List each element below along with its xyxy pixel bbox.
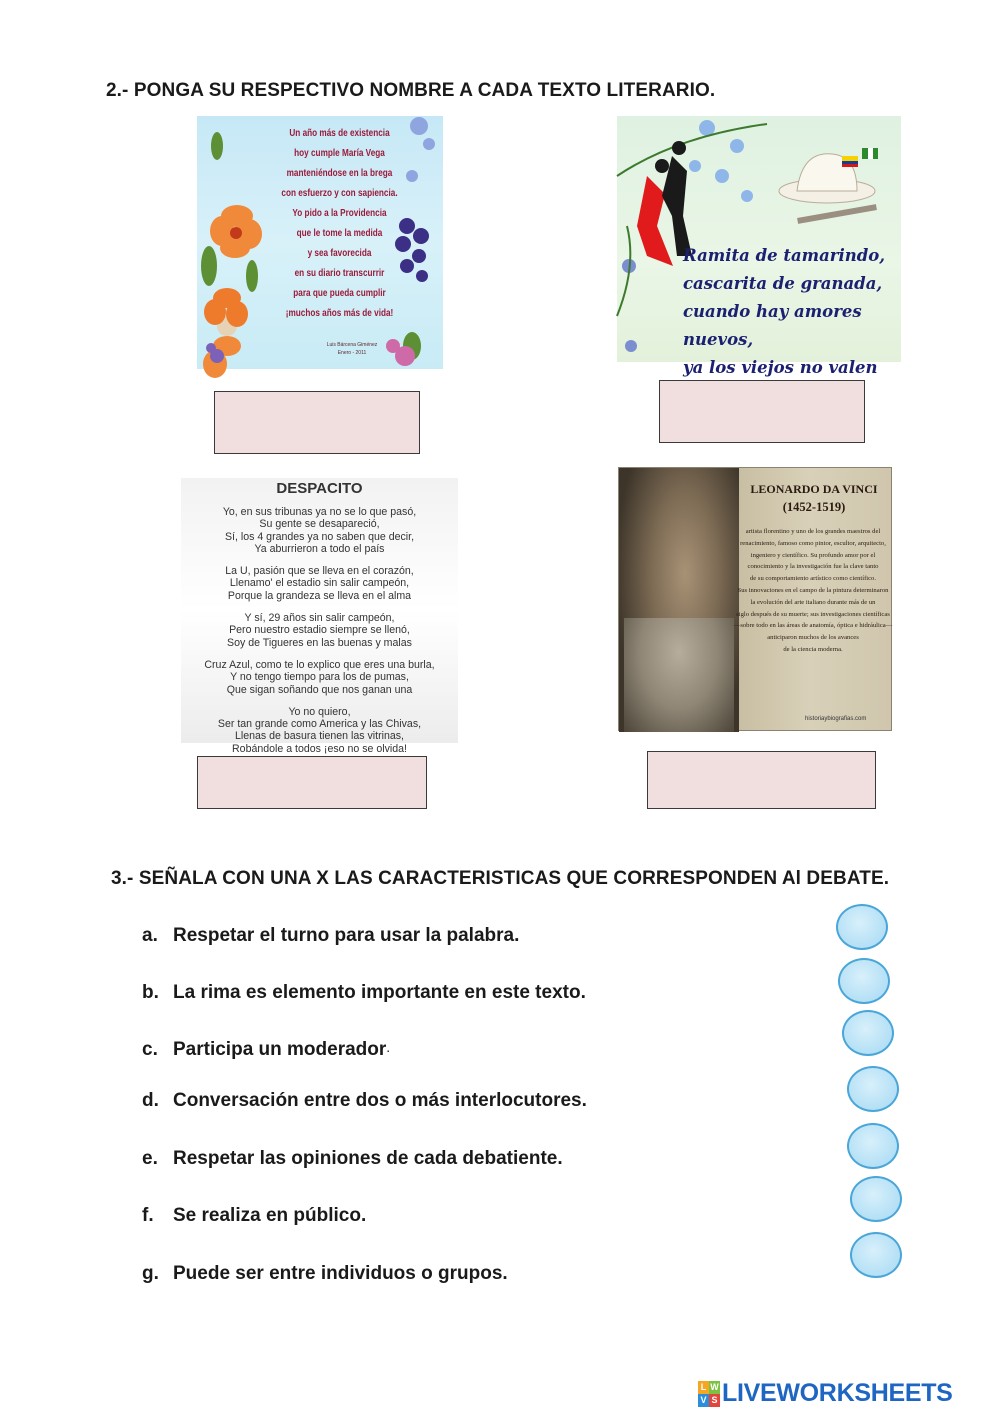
birthday-poem-text: Un año más de existencia hoy cumple María Vega manteniéndose en la brega con esfuerzo y con sapiencia. Yo pido a la Providencia que le tome la medida y sea favorecida en su diario transcurrir para que pueda cumplir ¡muchos años más de vida!: [281, 128, 398, 319]
list-item: c. Participa un moderador .: [142, 1039, 391, 1060]
list-item: g. Puede ser entre individuos o grupos.: [142, 1263, 508, 1284]
liveworksheets-wordmark: LIVEWORKSHEETS: [722, 1379, 953, 1407]
check-circle-c[interactable]: [842, 1010, 894, 1056]
list-item: a. Respetar el turno para usar la palabra.: [142, 925, 520, 946]
liveworksheets-logo: [698, 1379, 953, 1408]
song-lyrics-image: [181, 478, 458, 755]
biography-name: LEONARDO DA VINCI: [750, 482, 878, 496]
check-circle-e[interactable]: [847, 1123, 899, 1169]
section-3-heading: 3.- SEÑALA CON UNA X LAS CARACTERISTICAS QUE CORRESPONDEN Al DEBATE.: [111, 868, 890, 889]
answer-box-1[interactable]: [214, 391, 420, 454]
list-item: b. La rima es elemento importante en este texto.: [142, 982, 586, 1003]
answer-box-4[interactable]: [647, 751, 876, 809]
answer-box-3[interactable]: [197, 756, 427, 809]
portrait-beard: [624, 618, 734, 732]
copla-image: [617, 116, 901, 377]
poem-signature: Luis Bárcena Giménez Enero - 2011: [326, 342, 378, 356]
biography-image: [618, 467, 892, 731]
list-item: f. Se realiza en público.: [142, 1205, 367, 1226]
answer-box-2[interactable]: [659, 380, 865, 443]
image-credit: historiaybiografias.com: [805, 716, 867, 722]
list-item: e. Respetar las opiniones de cada debatiente.: [142, 1148, 563, 1169]
copla-text: Ramita de tamarindo, cascarita de granada, cuando hay amores nuevos, ya los viejos no valen: [683, 246, 886, 377]
song-title: DESPACITO: [276, 480, 363, 497]
biography-years: (1452-1519): [782, 500, 846, 514]
check-circle-a[interactable]: [836, 904, 888, 950]
check-circle-g[interactable]: [850, 1232, 902, 1278]
biography-text: artista florentino y uno de los grandes maestros del renacimiento, famoso como pintor, escultor, arquitecto, ingeniero y científico. Su profundo amor por el conocimiento y la investigación fue la clave tanto de su comportamiento artístico como científico. Sus innovaciones en el campo de la pintura determinaron la evolución del arte italiano durante más de un siglo después de su muerte; sus investigaciones científicas —sobre todo en las áreas de anatomía, óptica e hidráulica— anticiparon muchos de los avances de la ciencia moderna.: [733, 528, 893, 653]
birthday-poem-image: [197, 116, 443, 369]
check-circle-f[interactable]: [850, 1176, 902, 1222]
list-item: d. Conversación entre dos o más interlocutores.: [142, 1090, 587, 1111]
check-circle-d[interactable]: [847, 1066, 899, 1112]
song-lyrics: Yo, en sus tribunas ya no se lo que pasó, Su gente se desapareció, Sí, los 4 grandes ya no saben que decir, Ya aburrieron a todo el país La U, pasión que se lleva en el corazón, Llenamo' el estadio sin salir campeón, Porque la grandeza se lleva en el alma Y sí, 29 años sin salir campeón, Pero nuestro estadio siempre se llenó, Soy de Tigueres en las buenas y malas Cruz Azul, como te lo explico que eres una burla, Y no tengo tiempo para los de pumas, Que sigan soñando que nos ganan una Yo no quiero, Ser tan grande como America y las Chivas, Llenas de basura tienen las vitrinas, Robándole a todos ¡eso no se olvida!: [204, 506, 435, 755]
check-circle-b[interactable]: [838, 958, 890, 1004]
liveworksheets-mark-icon: L W V S: [698, 1381, 720, 1407]
section-2-heading: 2.- PONGA SU RESPECTIVO NOMBRE A CADA TEXTO LITERARIO.: [106, 80, 716, 101]
